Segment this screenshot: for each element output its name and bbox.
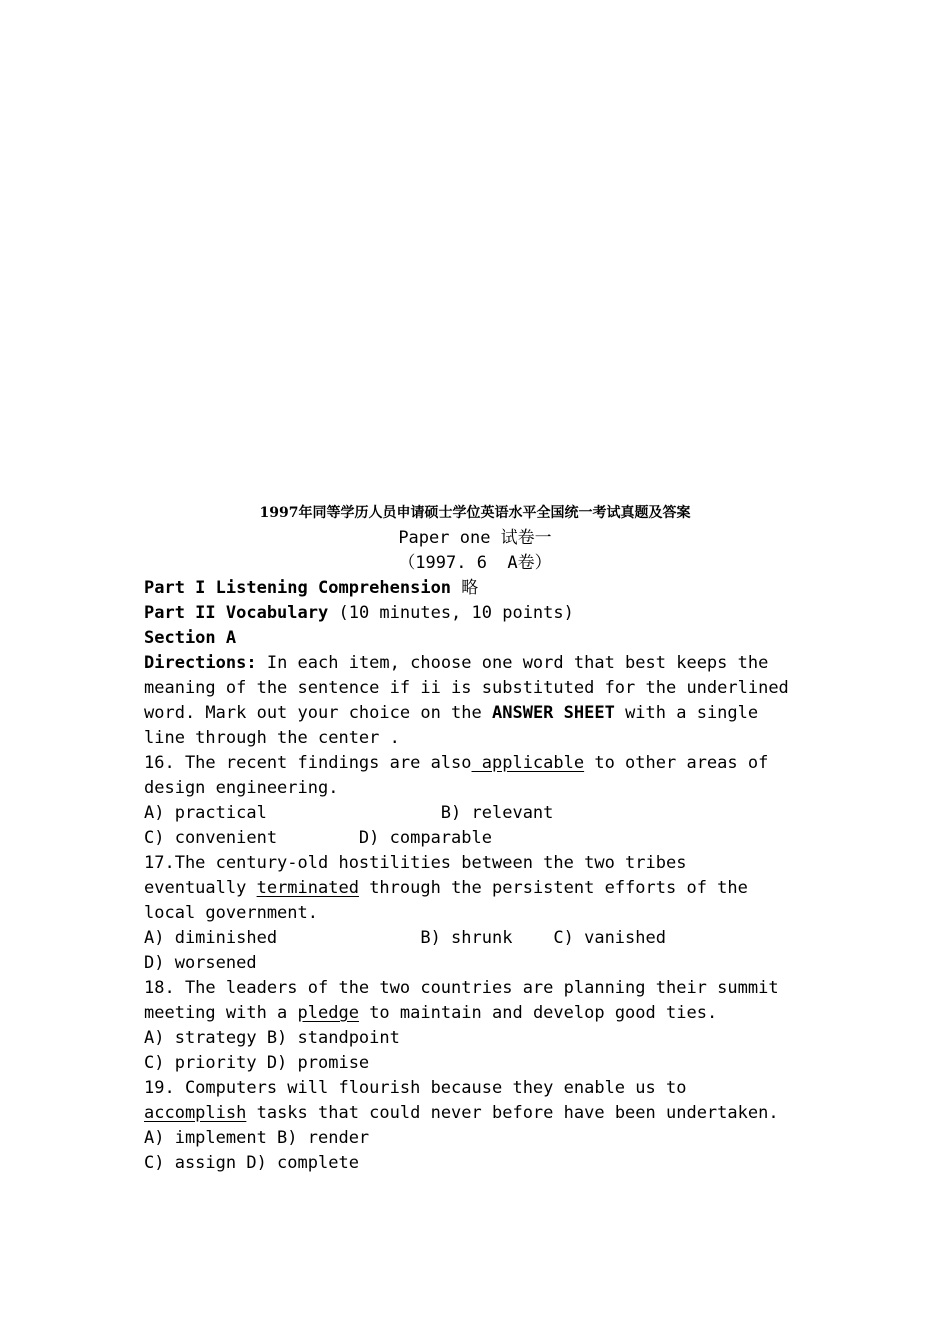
directions-text-3a: word. Mark out your choice on the — [144, 703, 492, 723]
q19-stem-line-1: 19. Computers will flourish because they enable us to — [144, 1078, 687, 1098]
q19-options-2: C) assign D) complete — [144, 1153, 359, 1173]
part1-suffix: 略 — [451, 578, 479, 598]
q19-stem-line-2 — [144, 1101, 824, 1126]
q17-underlined-word: terminated — [256, 878, 359, 898]
directions-line-3 — [144, 701, 824, 726]
directions-label: Directions: — [144, 653, 257, 673]
q16-stem-line-1 — [144, 751, 824, 776]
directions-text-1: In each item, choose one word that best keeps the — [256, 653, 769, 673]
q16-stem-line-2: design engineering. — [144, 778, 339, 798]
q18-stem-line-1: 18. The leaders of the two countries are planning their summit — [144, 978, 779, 998]
part2-heading: Part II Vocabulary — [144, 603, 329, 623]
q18-underlined-word: pledge — [297, 1003, 359, 1023]
q19-stem-b: tasks that could never before have been undertaken. — [246, 1103, 779, 1123]
q17-stem-line-3: local government. — [144, 903, 318, 923]
q17-stem-line-2 — [144, 876, 824, 901]
q18-stem-b1: meeting with a — [144, 1003, 298, 1023]
document-body — [144, 576, 824, 1176]
q18-stem-line-2 — [144, 1001, 824, 1026]
q16-options-1: A) practical B) relevant — [144, 803, 554, 823]
part1-heading: Part I Listening Comprehension — [144, 578, 452, 598]
document-title: 1997年同等学历人员申请硕士学位英语水平全国统一考试真题及答案 — [259, 505, 691, 521]
part1-line — [144, 576, 824, 601]
q16-stem-b: to other areas of — [584, 753, 769, 773]
q17-stem-line-1: 17.The century-old hostilities between the two tribes — [144, 853, 687, 873]
q17-options-2: D) worsened — [144, 953, 257, 973]
part2-line — [144, 601, 824, 626]
q16-underlined-word: applicable — [471, 753, 585, 773]
directions-line-2: meaning of the sentence if ii is substituted for the underlined — [144, 678, 789, 698]
q18-options-2: C) priority D) promise — [144, 1053, 370, 1073]
q17-options-1: A) diminished B) shrunk C) vanished — [144, 928, 666, 948]
section-heading: Section A — [144, 628, 237, 648]
q16-stem-a: 16. The recent findings are also — [144, 753, 472, 773]
q18-stem-b2: to maintain and develop good ties. — [358, 1003, 718, 1023]
q17-stem-b2: through the persistent efforts of the — [358, 878, 748, 898]
q17-stem-b1: eventually — [144, 878, 257, 898]
q19-underlined-word: accomplish — [144, 1103, 247, 1123]
directions-line-4: line through the center . — [144, 728, 400, 748]
q16-options-2: C) convenient D) comparable — [144, 828, 492, 848]
paper-heading: Paper one 试卷一 — [398, 528, 552, 548]
edition-line: （1997. 6 A卷） — [398, 553, 552, 573]
directions-text-3c: with a single — [614, 703, 759, 723]
q19-options-1: A) implement B) render — [144, 1128, 370, 1148]
part2-suffix: (10 minutes, 10 points) — [328, 603, 574, 623]
directions-line-1 — [144, 651, 824, 676]
answer-sheet-emphasis: ANSWER SHEET — [492, 703, 615, 723]
q18-options-1: A) strategy B) standpoint — [144, 1028, 400, 1048]
